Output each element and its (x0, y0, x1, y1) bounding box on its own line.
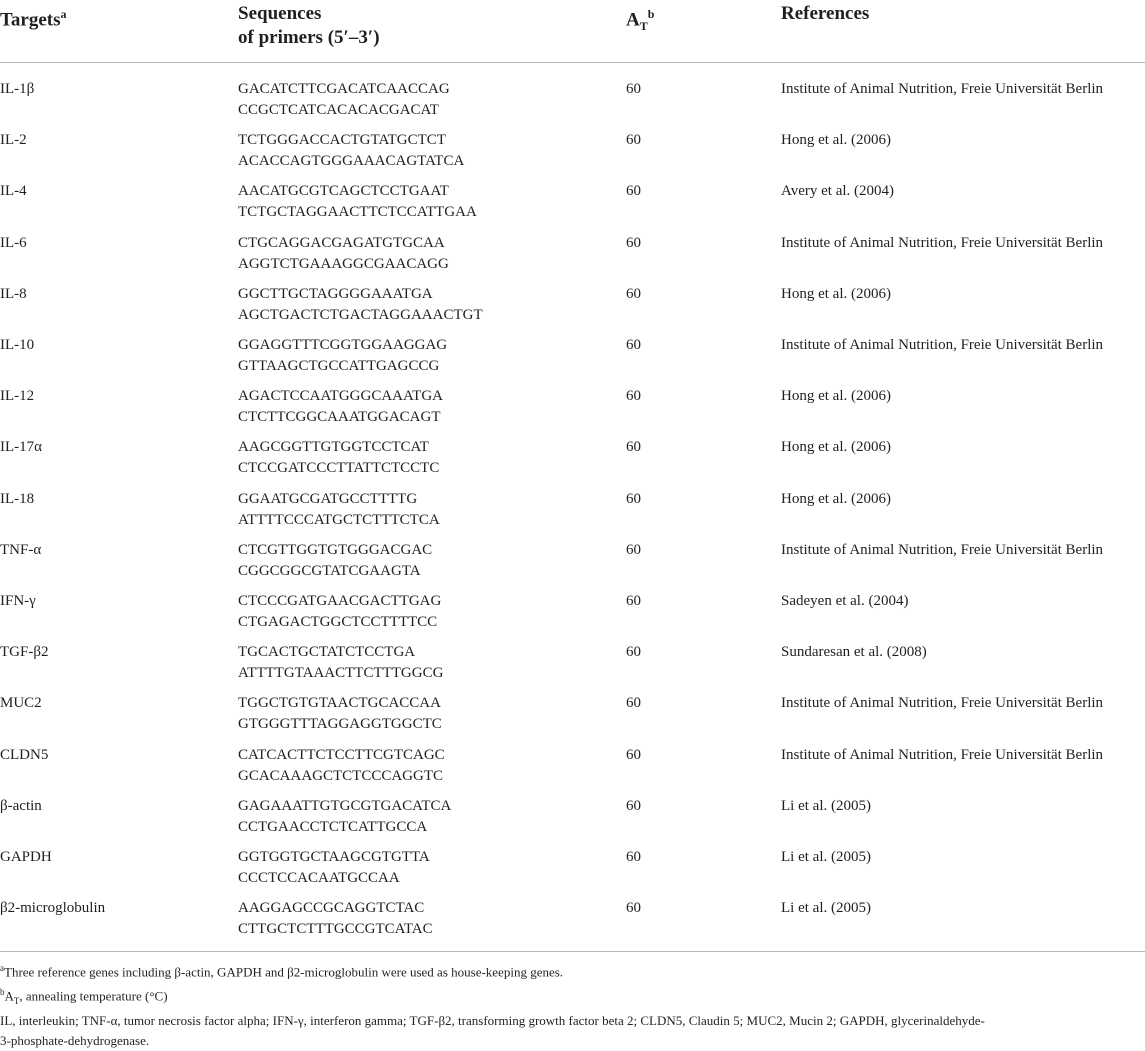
cell-reference: Hong et al. (2006) (781, 439, 891, 456)
cell-annealing-temp: 60 (626, 746, 641, 763)
table-row (0, 540, 1145, 591)
cell-target: IL-6 (0, 234, 27, 251)
reverse-primer: AGCTGACTCTGACTAGGAAACTGT (238, 306, 483, 323)
table-row (0, 79, 1145, 130)
table-header (0, 0, 1145, 62)
cell-annealing-temp: 60 (626, 695, 641, 712)
reverse-primer: ACACCAGTGGGAAACAGTATCA (238, 153, 465, 170)
forward-primer: GACATCTTCGACATCAACCAG (238, 81, 450, 97)
cell-annealing-temp: 60 (626, 81, 641, 97)
cell-reference: Avery et al. (2004) (781, 183, 895, 200)
cell-reference: Hong et al. (2006) (781, 285, 891, 302)
reverse-primer: ATTTTGTAAACTTCTTTGGCG (238, 665, 444, 682)
cell-reference: Institute of Animal Nutrition, Freie Universität Berlin (781, 746, 1104, 763)
cell-target: MUC2 (0, 695, 42, 712)
reverse-primer: CGGCGGCGTATCGAAGTA (238, 562, 421, 579)
cell-target: IFN-γ (0, 593, 36, 609)
cell-reference: Li et al. (2005) (781, 900, 871, 917)
cell-target: IL-1β (0, 81, 35, 97)
bottom-rule (0, 951, 1145, 952)
header-rule (0, 62, 1145, 63)
footnote-abbreviations-cont: 3-phosphate-dehydrogenase. (0, 1033, 150, 1049)
forward-primer: CATCACTTCTCCTTCGTCAGC (238, 746, 445, 763)
cell-reference: Hong et al. (2006) (781, 490, 891, 507)
cell-reference: Institute of Animal Nutrition, Freie Universität Berlin (781, 695, 1104, 712)
cell-annealing-temp: 60 (626, 849, 641, 865)
cell-annealing-temp: 60 (626, 797, 641, 814)
footnote-b: $^bA_T$, annealing temperature (°C) (0, 987, 168, 1007)
forward-primer: GAGAAATTGTGCGTGACATCA (238, 797, 452, 814)
reverse-primer: AGGTCTGAAAGGCGAACAGG (238, 255, 449, 272)
table-row (0, 847, 1145, 898)
reverse-primer: ATTTTCCCATGCTCTTTCTCA (238, 511, 440, 528)
cell-annealing-temp: 60 (626, 593, 641, 609)
cell-sequences (238, 898, 433, 940)
reverse-primer: TCTGCTAGGAACTTCTCCATTGAA (238, 204, 477, 221)
footnote-a: $^a$Three reference genes including β-actin, GAPDH and β2-microglobulin were used as house-keeping genes. (0, 963, 564, 980)
cell-sequences (238, 386, 443, 428)
cell-reference: Sadeyen et al. (2004) (781, 593, 909, 609)
cell-target: IL-8 (0, 285, 27, 302)
cell-target: β2-microglobulin (0, 900, 106, 917)
cell-annealing-temp: 60 (626, 183, 641, 200)
cell-annealing-temp: 60 (626, 285, 641, 302)
footnote-abbreviations: IL, interleukin; TNF-α, tumor necrosis factor alpha; IFN-γ, interferon gamma; TGF-β2, transforming growth factor beta 2; CLDN5, Claudin 5; MUC2, Mucin 2; GAPDH, glycerinaldehyde- (0, 1013, 985, 1029)
cell-reference: Institute of Animal Nutrition, Freie Universität Berlin (781, 337, 1104, 353)
cell-annealing-temp: 60 (626, 388, 641, 405)
cell-annealing-temp: 60 (626, 337, 641, 353)
cell-target: GAPDH (0, 849, 52, 865)
forward-primer: CTGCAGGACGAGATGTGCAA (238, 234, 445, 251)
table-row (0, 898, 1145, 949)
cell-annealing-temp: 60 (626, 541, 641, 558)
reverse-primer: CCTGAACCTCTCATTGCCA (238, 818, 428, 835)
cell-sequences (238, 745, 445, 787)
cell-annealing-temp: 60 (626, 900, 641, 917)
forward-primer: TCTGGGACCACTGTATGCTCT (238, 132, 446, 149)
table-row (0, 591, 1145, 642)
cell-sequences (238, 437, 439, 479)
reverse-primer: GTGGGTTTAGGAGGTGGCTC (238, 716, 442, 733)
forward-primer: GGCTTGCTAGGGGAAATGA (238, 285, 433, 302)
cell-target: β-actin (0, 797, 42, 814)
cell-sequences (238, 130, 464, 172)
cell-annealing-temp: 60 (626, 490, 641, 507)
cell-sequences (238, 693, 442, 735)
reverse-primer: CTCTTCGGCAAATGGACAGT (238, 409, 441, 426)
forward-primer: GGTGGTGCTAAGCGTGTTA (238, 849, 430, 865)
cell-target: IL-10 (0, 337, 35, 353)
cell-sequences (238, 284, 483, 326)
cell-sequences (238, 540, 432, 582)
reverse-primer: GCACAAAGCTCTCCCAGGTC (238, 767, 444, 784)
cell-reference: Li et al. (2005) (781, 849, 871, 865)
header-targets: Targets$^a$ (0, 7, 67, 31)
cell-reference: Sundaresan et al. (2008) (781, 644, 927, 661)
table-row (0, 745, 1145, 796)
cell-reference: Institute of Animal Nutrition, Freie Universität Berlin (781, 541, 1104, 558)
table-row (0, 693, 1145, 744)
header-annealing-temp: $A_T^b$ (626, 7, 655, 34)
cell-target: TGF-β2 (0, 644, 49, 661)
cell-sequences (238, 79, 450, 121)
forward-primer: GGAGGTTTCGGTGGAAGGAG (238, 337, 448, 353)
cell-reference: Institute of Animal Nutrition, Freie Universität Berlin (781, 234, 1104, 251)
forward-primer: CTCGTTGGTGTGGGACGAC (238, 541, 433, 558)
cell-target: CLDN5 (0, 746, 49, 763)
reverse-primer: CCGCTCATCACACACGACAT (238, 102, 439, 118)
table-row (0, 233, 1145, 284)
table-row (0, 386, 1145, 437)
cell-sequences (238, 335, 447, 377)
table-row (0, 489, 1145, 540)
table-row (0, 181, 1145, 232)
table-row (0, 437, 1145, 488)
forward-primer: AAGGAGCCGCAGGTCTAC (238, 900, 425, 917)
table-row (0, 335, 1145, 386)
forward-primer: AAGCGGTTGTGGTCCTCAT (238, 439, 429, 456)
forward-primer: AGACTCCAATGGGCAAATGA (238, 388, 444, 405)
table-row (0, 130, 1145, 181)
forward-primer: CTCCCGATGAACGACTTGAG (238, 593, 442, 609)
cell-sequences (238, 489, 440, 531)
cell-annealing-temp: 60 (626, 132, 641, 149)
forward-primer: GGAATGCGATGCCTTTTG (238, 490, 418, 507)
forward-primer: TGGCTGTGTAACTGCACCAA (238, 695, 441, 712)
cell-sequences (238, 233, 449, 275)
cell-reference: Institute of Animal Nutrition, Freie Universität Berlin (781, 81, 1104, 97)
reverse-primer: CTCCGATCCCTTATTCTCCTC (238, 460, 440, 477)
table-row (0, 796, 1145, 847)
forward-primer: TGCACTGCTATCTCCTGA (238, 644, 416, 661)
cell-sequences (238, 591, 441, 633)
cell-sequences (238, 847, 430, 889)
cell-annealing-temp: 60 (626, 234, 641, 251)
table-row (0, 642, 1145, 693)
cell-target: IL-18 (0, 490, 35, 507)
table-footnotes (0, 958, 1145, 1051)
cell-target: TNF-α (0, 541, 42, 558)
cell-reference: Hong et al. (2006) (781, 132, 891, 149)
cell-reference: Hong et al. (2006) (781, 388, 891, 405)
cell-annealing-temp: 60 (626, 439, 641, 456)
cell-target: IL-4 (0, 183, 27, 200)
reverse-primer: CTGAGACTGGCTCCTTTTCC (238, 614, 438, 630)
table-row (0, 284, 1145, 335)
cell-sequences (238, 181, 477, 223)
header-references: References (781, 3, 870, 24)
cell-target: IL-12 (0, 388, 35, 405)
cell-target: IL-2 (0, 132, 27, 149)
reverse-primer: GTTAAGCTGCCATTGAGCCG (238, 358, 440, 374)
forward-primer: AACATGCGTCAGCTCCTGAAT (238, 183, 449, 200)
cell-sequences (238, 642, 443, 684)
header-sequences: Sequences of primers (5′–3′) (238, 3, 380, 48)
cell-sequences (238, 796, 451, 838)
cell-annealing-temp: 60 (626, 644, 641, 661)
cell-target: IL-17α (0, 439, 43, 456)
cell-reference: Li et al. (2005) (781, 797, 871, 814)
reverse-primer: CTTGCTCTTTGCCGTCATAC (238, 921, 433, 938)
reverse-primer: CCCTCCACAATGCCAA (238, 870, 400, 886)
